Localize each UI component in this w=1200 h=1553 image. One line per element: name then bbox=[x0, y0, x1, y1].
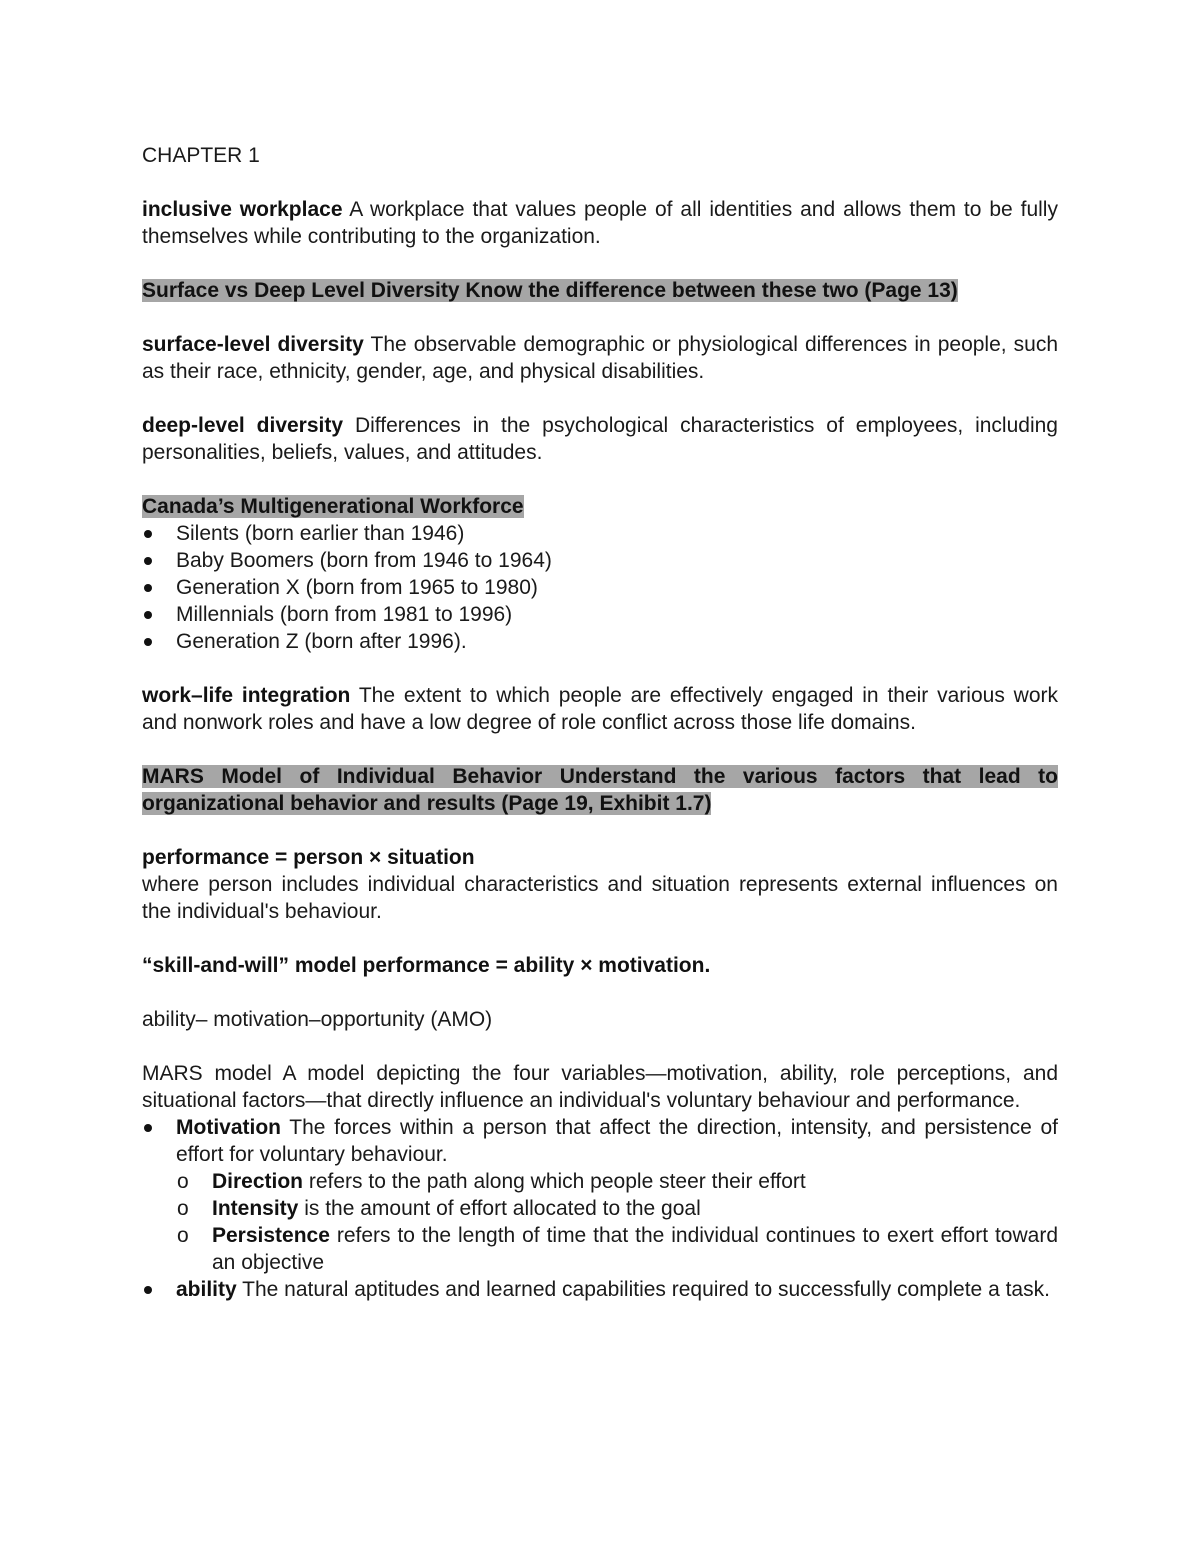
performance-note: where person includes individual characteristics and situation represents external influences on the individual's behaviour. bbox=[142, 873, 1058, 923]
list-item: Generation X (born from 1965 to 1980) bbox=[142, 574, 1058, 601]
definition: The forces within a person that affect the direction, intensity, and persistence of effort for voluntary behaviour. bbox=[176, 1116, 1058, 1166]
definition: The natural aptitudes and learned capabilities required to successfully complete a task. bbox=[236, 1278, 1050, 1301]
term: Motivation bbox=[176, 1116, 281, 1139]
list-item: Generation Z (born after 1996). bbox=[142, 628, 1058, 655]
amo-line: ability– motivation–opportunity (AMO) bbox=[142, 1008, 493, 1031]
performance-formula: performance = person × situation bbox=[142, 846, 475, 869]
sub-item-direction: o Direction refers to the path along which people steer their effort bbox=[176, 1168, 1058, 1195]
highlighted-heading: Canada’s Multigenerational Workforce bbox=[142, 495, 524, 518]
term: surface-level diversity bbox=[142, 333, 364, 356]
list-item: Baby Boomers (born from 1946 to 1964) bbox=[142, 547, 1058, 574]
term: ability bbox=[176, 1278, 237, 1301]
motivation-sublist bbox=[176, 1168, 1058, 1276]
highlighted-heading: MARS Model of Individual Behavior Understand the various factors that lead to organizational behavior and results (Page 19, Exhibit 1.7) bbox=[142, 765, 1058, 815]
inclusive-workplace-definition bbox=[142, 196, 1058, 250]
term: deep-level diversity bbox=[142, 414, 344, 437]
mars-factors-list bbox=[142, 1114, 1058, 1303]
mars-model-definition: MARS model A model depicting the four variables—motivation, ability, role perceptions, and situational factors—that directly influence an individual's voluntary behaviour and performance. bbox=[142, 1062, 1058, 1112]
term: inclusive workplace bbox=[142, 198, 343, 221]
definition: A workplace that values people of all identities and allows them to be fully themselves while contributing to the organization. bbox=[142, 198, 1058, 248]
deep-level-diversity-definition bbox=[142, 412, 1058, 466]
list-item-motivation bbox=[142, 1114, 1058, 1276]
diversity-heading bbox=[142, 277, 1058, 304]
highlighted-heading: Surface vs Deep Level Diversity Know the difference between these two (Page 13) bbox=[142, 279, 958, 302]
list-item: Silents (born earlier than 1946) bbox=[142, 520, 1058, 547]
definition: Differences in the psychological characteristics of employees, including personalities, beliefs, values, and attitudes. bbox=[142, 414, 1058, 464]
surface-level-diversity-definition bbox=[142, 331, 1058, 385]
list-item: Millennials (born from 1981 to 1996) bbox=[142, 601, 1058, 628]
term: work–life integration bbox=[142, 684, 351, 707]
work-life-integration-definition bbox=[142, 682, 1058, 736]
workforce-heading bbox=[142, 493, 1058, 520]
list-item-ability bbox=[142, 1276, 1058, 1303]
definition: The extent to which people are effectively engaged in their various work and nonwork roles and have a low degree of role conflict across those life domains. bbox=[142, 684, 1058, 734]
sub-item-persistence: o Persistence refers to the length of time that the individual continues to exert effort toward an objective bbox=[176, 1222, 1058, 1276]
skill-and-will-model: “skill-and-will” model performance = ability × motivation. bbox=[142, 954, 711, 977]
generation-list bbox=[142, 520, 1058, 655]
definition: The observable demographic or physiological differences in people, such as their race, ethnicity, gender, age, and physical disabilities. bbox=[142, 333, 1059, 383]
chapter-title: CHAPTER 1 bbox=[142, 144, 260, 167]
document-page bbox=[142, 142, 1058, 1303]
mars-heading bbox=[142, 763, 1058, 817]
sub-item-intensity: o Intensity is the amount of effort allocated to the goal bbox=[176, 1195, 1058, 1222]
